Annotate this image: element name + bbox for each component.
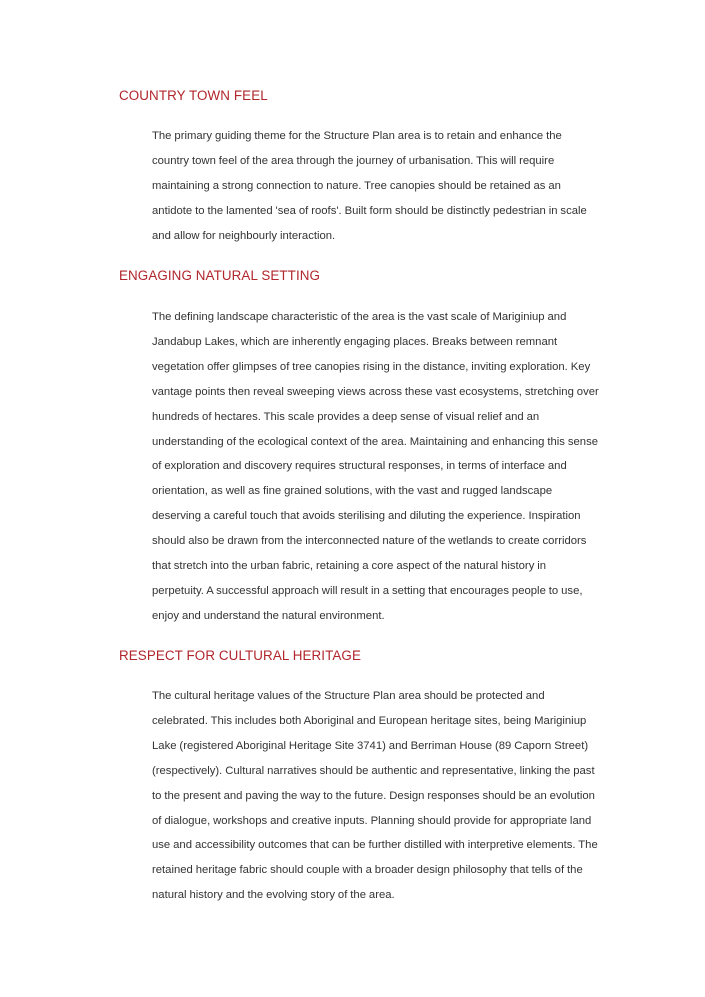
paragraph-line: orientation, as well as fine grained solutions, with the vast and rugged landscape bbox=[152, 485, 553, 498]
paragraph-line: of dialogue, workshops and creative inputs. Planning should provide for appropriate land bbox=[152, 814, 592, 827]
section-paragraph bbox=[152, 124, 627, 249]
paragraph-line: Jandabup Lakes, which are inherently engaging places. Breaks between remnant bbox=[152, 335, 558, 348]
paragraph-line: hundreds of hectares. This scale provides a deep sense of visual relief and an bbox=[152, 410, 540, 423]
section-paragraph bbox=[152, 684, 627, 908]
paragraph-line: that stretch into the urban fabric, retaining a core aspect of the natural history in bbox=[152, 560, 547, 573]
paragraph-line: The defining landscape characteristic of the area is the vast scale of Mariginiup and bbox=[152, 311, 567, 323]
paragraph-line: perpetuity. A successful approach will result in a setting that encourages people to use, bbox=[152, 584, 583, 597]
paragraph-line: country town feel of the area through the journey of urbanisation. This will require bbox=[152, 154, 555, 167]
paragraph-line: Lake (registered Aboriginal Heritage Site 3741) and Berriman House (89 Caporn Street) bbox=[152, 739, 589, 752]
paragraph-line: retained heritage fabric should couple with a broader design philosophy that tells of the bbox=[152, 864, 583, 877]
paragraph-line: vegetation offer glimpses of tree canopies rising in the distance, inviting exploration. Key bbox=[152, 360, 591, 373]
paragraph-line: understanding of the ecological context of the area. Maintaining and enhancing this sense bbox=[152, 435, 599, 448]
paragraph-line: celebrated. This includes both Aboriginal and European heritage sites, being Mariginiup bbox=[152, 714, 587, 727]
paragraph-line: deserving a careful touch that avoids sterilising and diluting the experience. Inspiration bbox=[152, 510, 581, 523]
paragraph-line: to the present and paving the way to the future. Design responses should be an evolution bbox=[152, 789, 595, 802]
paragraph-line: antidote to the lamented 'sea of roofs'. Built form should be distinctly pedestrian in scale bbox=[152, 204, 587, 217]
paragraph-line: natural history and the evolving story of the area. bbox=[152, 889, 395, 902]
paragraph-line: (respectively). Cultural narratives should be authentic and representative, linking the past bbox=[152, 764, 595, 777]
paragraph-line: use and accessibility outcomes that can be further distilled with interpretive elements. The bbox=[152, 839, 598, 852]
paragraph-line: vantage points then reveal sweeping views across these vast ecosystems, stretching over bbox=[152, 385, 599, 398]
paragraph-line: The primary guiding theme for the Structure Plan area is to retain and enhance the bbox=[152, 130, 562, 142]
paragraph-line: and allow for neighbourly interaction. bbox=[152, 229, 336, 242]
section-heading: RESPECT FOR CULTURAL HERITAGE bbox=[119, 648, 361, 663]
paragraph-line: of exploration and discovery requires structural responses, in terms of interface and bbox=[152, 460, 567, 473]
paragraph-line: maintaining a strong connection to nature. Tree canopies should be retained as an bbox=[152, 179, 561, 192]
paragraph-line: should also be drawn from the interconnected nature of the wetlands to create corridors bbox=[152, 535, 587, 548]
section-paragraph bbox=[152, 305, 627, 629]
section-heading: ENGAGING NATURAL SETTING bbox=[119, 268, 321, 283]
section-heading: COUNTRY TOWN FEEL bbox=[119, 88, 268, 103]
paragraph-line: The cultural heritage values of the Structure Plan area should be protected and bbox=[152, 690, 545, 702]
paragraph-line: enjoy and understand the natural environment. bbox=[152, 609, 385, 622]
